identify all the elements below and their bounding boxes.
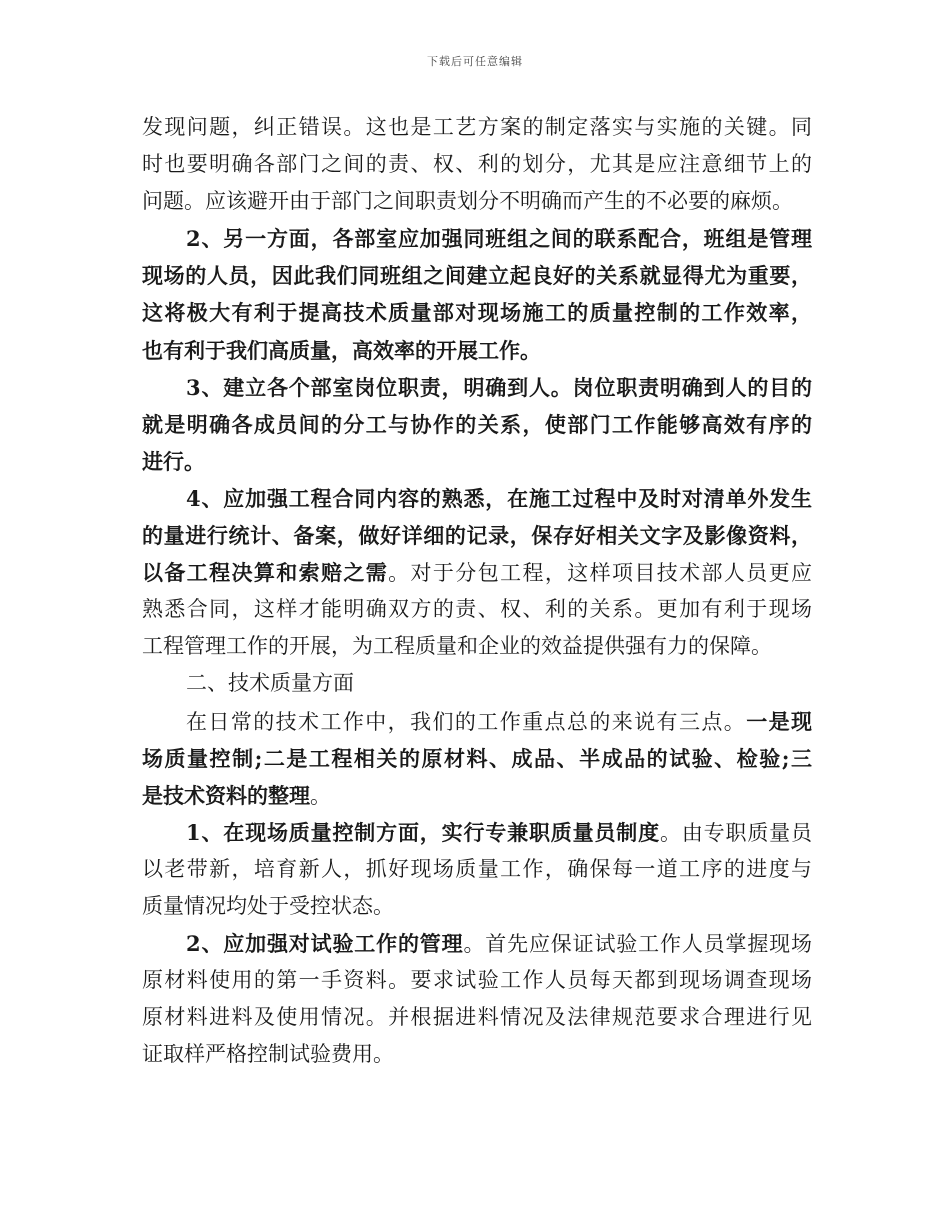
text-line xyxy=(142,888,812,925)
text-segment: 时也要明确各部门之间的责、权、利的划分，尤其是应注意细节上的 xyxy=(142,152,812,177)
text-segment: 二、技术质量方面 xyxy=(186,671,354,696)
text-segment: 以老带新，培育新人，抓好现场质量工作，确保每一道工序的进度与 xyxy=(142,856,812,881)
bold-text-segment: 2、另一方面，各部室应加强同班组之间的联系配合，班组是管理 xyxy=(186,226,812,252)
bold-text-segment: 进行。 xyxy=(142,448,205,474)
bold-text-segment: 也有利于我们高质量，高效率的开展工作。 xyxy=(142,337,541,363)
text-segment: 。 xyxy=(310,783,331,808)
page-header-note: 下载后可任意编辑 xyxy=(427,55,523,68)
bold-text-segment: 2、应加强对试验工作的管理 xyxy=(186,931,464,957)
text-line xyxy=(142,591,812,628)
text-line xyxy=(142,146,812,183)
text-line xyxy=(142,740,812,777)
text-line xyxy=(142,777,812,814)
bold-text-segment: 场质量控制;二是工程相关的原材料、成品、半成品的试验、检验;三 xyxy=(142,745,812,771)
bold-text-segment: 的量进行统计、备案，做好详细的记录，保存好相关文字及影像资料， xyxy=(142,523,812,549)
bold-text-segment: 一是现 xyxy=(746,708,813,734)
text-line xyxy=(142,220,812,257)
text-segment: 熟悉合同，这样才能明确双方的责、权、利的关系。更加有利于现场 xyxy=(142,597,812,622)
text-line xyxy=(142,406,812,443)
text-line xyxy=(142,925,812,962)
bold-text-segment: 是技术资料的整理 xyxy=(142,782,310,808)
text-line xyxy=(142,257,812,294)
text-line xyxy=(142,183,812,220)
document-body xyxy=(142,109,812,1073)
text-line xyxy=(142,851,812,888)
bold-text-segment: 4、应加强工程合同内容的熟悉，在施工过程中及时对清单外发生 xyxy=(186,485,812,511)
text-line xyxy=(142,443,812,480)
bold-text-segment: 就是明确各成员间的分工与协作的关系，使部门工作能够高效有序的 xyxy=(142,411,812,437)
text-line xyxy=(142,480,812,517)
bold-text-segment: 以备工程决算和索赔之需 xyxy=(142,560,389,586)
bold-text-segment: 3、建立各个部室岗位职责，明确到人。岗位职责明确到人的目的 xyxy=(186,374,812,400)
text-line xyxy=(142,962,812,999)
text-line xyxy=(142,294,812,331)
text-line xyxy=(142,999,812,1036)
text-line xyxy=(142,703,812,740)
text-line xyxy=(142,517,812,554)
text-segment: 工程管理工作的开展，为工程质量和企业的效益提供强有力的保障。 xyxy=(142,634,772,659)
text-segment: 问题。应该避开由于部门之间职责划分不明确而产生的不必要的麻烦。 xyxy=(142,189,793,214)
bold-text-segment: 现场的人员，因此我们同班组之间建立起良好的关系就显得尤为重要， xyxy=(142,263,812,289)
text-line xyxy=(142,369,812,406)
bold-text-segment: 1、在现场质量控制方面，实行专兼职质量员制度 xyxy=(186,819,660,845)
text-line xyxy=(142,332,812,369)
bold-text-segment: 这将极大有利于提高技术质量部对现场施工的质量控制的工作效率， xyxy=(142,300,812,326)
text-segment: 证取样严格控制试验费用。 xyxy=(142,1042,394,1067)
text-segment: 。首先应保证试验工作人员掌握现场 xyxy=(463,932,812,957)
text-segment: 质量情况均处于受控状态。 xyxy=(142,893,394,918)
text-segment: 。由专职质量员 xyxy=(659,820,812,845)
text-line xyxy=(142,554,812,591)
text-segment: 原材料进料及使用情况。并根据进料情况及法律规范要求合理进行见 xyxy=(142,1005,812,1030)
text-segment: 在日常的技术工作中，我们的工作重点总的来说有三点。 xyxy=(186,709,747,734)
text-line xyxy=(142,665,812,702)
text-line xyxy=(142,628,812,665)
text-segment: 。对于分包工程，这样项目技术部人员更应 xyxy=(388,561,812,586)
text-line xyxy=(142,814,812,851)
text-segment: 发现问题，纠正错误。这也是工艺方案的制定落实与实施的关键。同 xyxy=(142,115,812,139)
text-line xyxy=(142,1036,812,1073)
text-segment: 原材料使用的第一手资料。要求试验工作人员每天都到现场调查现场 xyxy=(142,968,812,993)
text-line xyxy=(142,109,812,146)
